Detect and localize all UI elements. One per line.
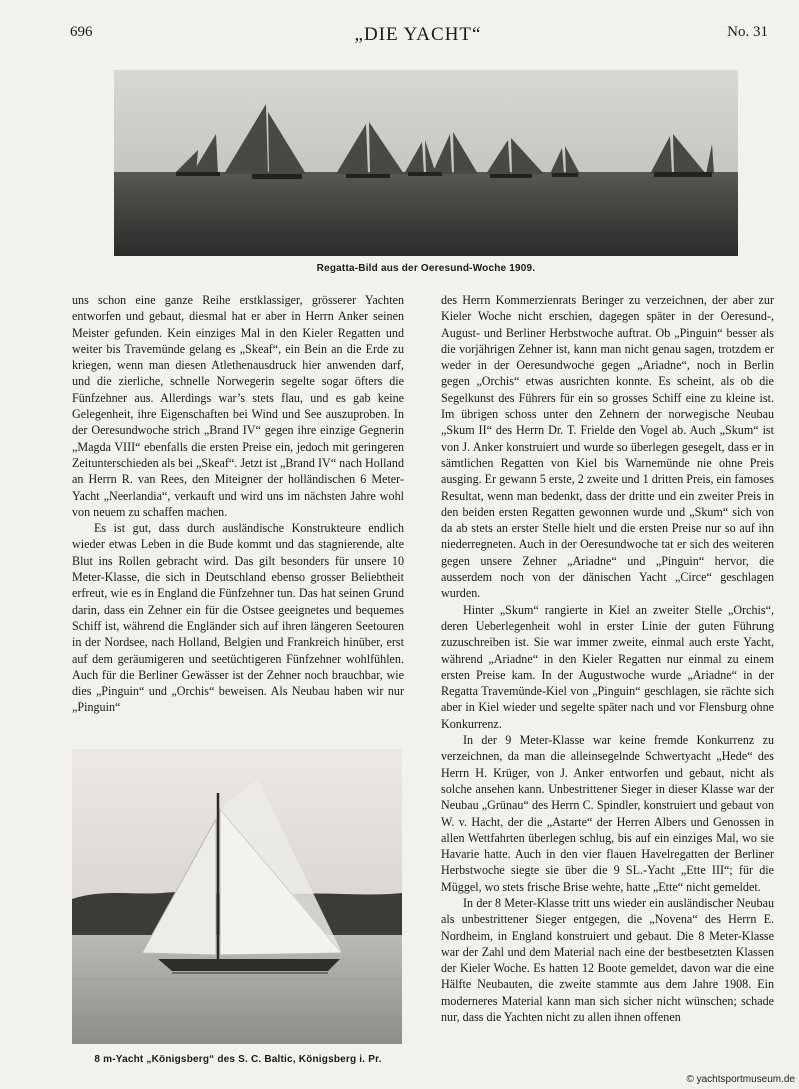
paragraph: In der 8 Meter-Klasse tritt uns wieder ein ausländischer Neubau als unbestrittener Sieger entgegen, die „Novena“ des Herrn E. Nordheim, in England konstruiert und gebaut. Die 8 Meter-Klasse war der Zahl und dem Material nach eine der bestbesetzten Klassen der Kieler Woche. Es hatten 12 Boote gemeldet, davon war die eine Hälfte Neubauten, die zweite stammte aus dem Jahre 1908. Ein moderneres Material kann man sich sicher nicht wünschen; schade nur, dass die Yachten nicht zu allen ihnen offenen: [441, 895, 774, 1025]
left-text-column: [72, 292, 404, 716]
paragraph: In der 9 Meter-Klasse war keine fremde Konkurrenz zu verzeichnen, da man die alleinsegelnde Schwertyacht „Hede“ des Herrn H. Krüger, von J. Anker entworfen und gebaut, nicht als solche ansehen kann. Unbestrittener Sieger in dieser Klasse war der Neubau „Grünau“ des Herrn C. Spindler, konstruiert und gebaut von W. v. Hacht, der die „Astarte“ der Herren Albers und Genossen in allen Wettfahrten überlegen schlug, bis auf ein einziges Mal, wo sie Havarie hatte. Auch in den vier flauen Havelregatten der Berliner Herbstwoche siegte sie über die 9 SL.-Yacht „Ette III“; für die Müggel, wo stets frische Brise wehte, hatte „Ette“ nicht gemeldet.: [441, 733, 774, 894]
paragraph: des Herrn Kommerzienrats Beringer zu verzeichnen, der aber zur Kieler Woche nicht erschien, dagegen später in der Oeresund-, August- und Berliner Herbstwoche auftrat. Ob „Pinguin“ besser als die vorjährigen Zehner ist, kann man nicht genau sagen, trotzdem er weder in der Oeresundwoche gegen „Ariadne“, noch in Berlin gegen „Orchis“ etwas ausrichten konnte. Es scheint, als ob die Segelkunst des Führers für ein so grosses Schiff eine zu kleine ist. Im übrigen schoss unter den Zehnern der norwegische Neubau „Skum II“ des Herrn Dr. T. Frielde den Vogel ab. Auch „Skum“ ist von J. Anker konstruiert und wurde so überlegen gesegelt, dass er in sämtlichen Regatten von Kiel bis Warnemünde nie ohne Preis ausging. Er gewann 5 erste, 2 zweite und 1 dritten Preis, ein famoses Resultat, wenn man bedenkt, dass der dritte und ein zweiter Preis in den beiden ersten Regatten gewonnen wurde und „Skum“ sich von da ab stets an erster Stelle hielt und die ersten Preise nur so auf ihn niederregneten. Auch in der Oeresundwoche tat er sich des weiteren gegen unsere Zehner „Ariadne“ und „Pinguin“ hervor, die ausserdem noch von der dänischen Yacht „Circe“ geschlagen wurden.: [441, 293, 774, 601]
watermark: © yachtsportmuseum.de: [686, 1074, 795, 1085]
regatta-photo: [114, 70, 738, 256]
page-number: 696: [70, 24, 93, 40]
regatta-photo-caption: Regatta-Bild aus der Oeresund-Woche 1909.: [316, 263, 536, 274]
yacht-photo-caption: 8 m-Yacht „Königsberg“ des S. C. Baltic, Königsberg i. Pr.: [94, 1054, 382, 1065]
page-header: [68, 24, 768, 48]
yacht-koenigsberg-photo: [72, 749, 402, 1044]
magazine-title: „DIE YACHT“: [354, 24, 482, 45]
paragraph: Hinter „Skum“ rangierte in Kiel an zweiter Stelle „Orchis“, deren Ueberlegenheit wohl in erster Linie der guten Führung zuzuschreiben ist. Sie war immer zweite, einmal auch erste Yacht, während „Ariadne“ in den Kieler Regatten nur einmal zu einem ersten Preise kam. In der Augustwoche wurde „Ariadne“ in der Regatta Travemünde-Kiel von „Pinguin“ geschlagen, sie rächte sich aber in Kiel wieder und segelte später nach und vor Flensburg ohne Konkurrenz.: [441, 602, 774, 731]
paragraph: uns schon eine ganze Reihe erstklassiger, grösserer Yachten entworfen und gebaut, diesmal hat er aber in Herrn Anker seinen Meister gefunden. Kein einziges Mal in den Kieler Regatten und weiter bis Travemünde gelang es „Skeaf“, ein Bein an die Erde zu kriegen, wenn man diesen Atlethenausdruck hier anwenden darf, und die zierliche, schnelle Norwegerin segelte sogar öfters die Fünfzehner aus. Allerdings war’s stets flau, und es gab keine Gelegenheit, ihre Eigenschaften bei Wind und See auszuproben. In der Oeresundwoche strich „Brand IV“ gegen ihre einzige Gegnerin „Magda VIII“ ebenfalls die ersten Preise ein, jedoch mit geringeren Zeitunterschieden als bei „Skeaf“. Jetzt ist „Brand IV“ nach Holland an Herrn R. van Rees, den Miteigner der holländischen 6 Meter-Yacht „Neerlandia“, verkauft und wird uns im nächsten Jahre wohl von neuem zu schaffen machen.: [72, 293, 404, 519]
issue-number: No. 31: [727, 24, 768, 40]
hull: [158, 959, 340, 971]
paragraph: Es ist gut, dass durch ausländische Konstrukteure endlich wieder etwas Leben in die Bude kommt und das stagnierende, alte Blut ins Rollen gebracht wird. Das gilt besonders für unsere 10 Meter-Klasse, die sich in Deutschland ebenso grosser Beliebtheit erfreut, wie es in England die Fünfzehner tun. Das hat seinen Grund darin, dass ein Zehner ein für die Ostsee geeignetes und bequemes Schiff ist, während die Engländer sich auf ihren längeren Seetouren in der Nordsee, nach Holland, Belgien und Frankreich hinüber, erst auf dem geräumigeren und seetüchtigeren Fünfzehner wohlfühlen. Auch für die Berliner Gewässer ist der Zehner noch brauchbar, wie dies „Pinguin“ und „Orchis“ beweisen. Als Neubau haben wir nur „Pinguin“: [72, 521, 404, 715]
right-text-column: [441, 292, 774, 1082]
